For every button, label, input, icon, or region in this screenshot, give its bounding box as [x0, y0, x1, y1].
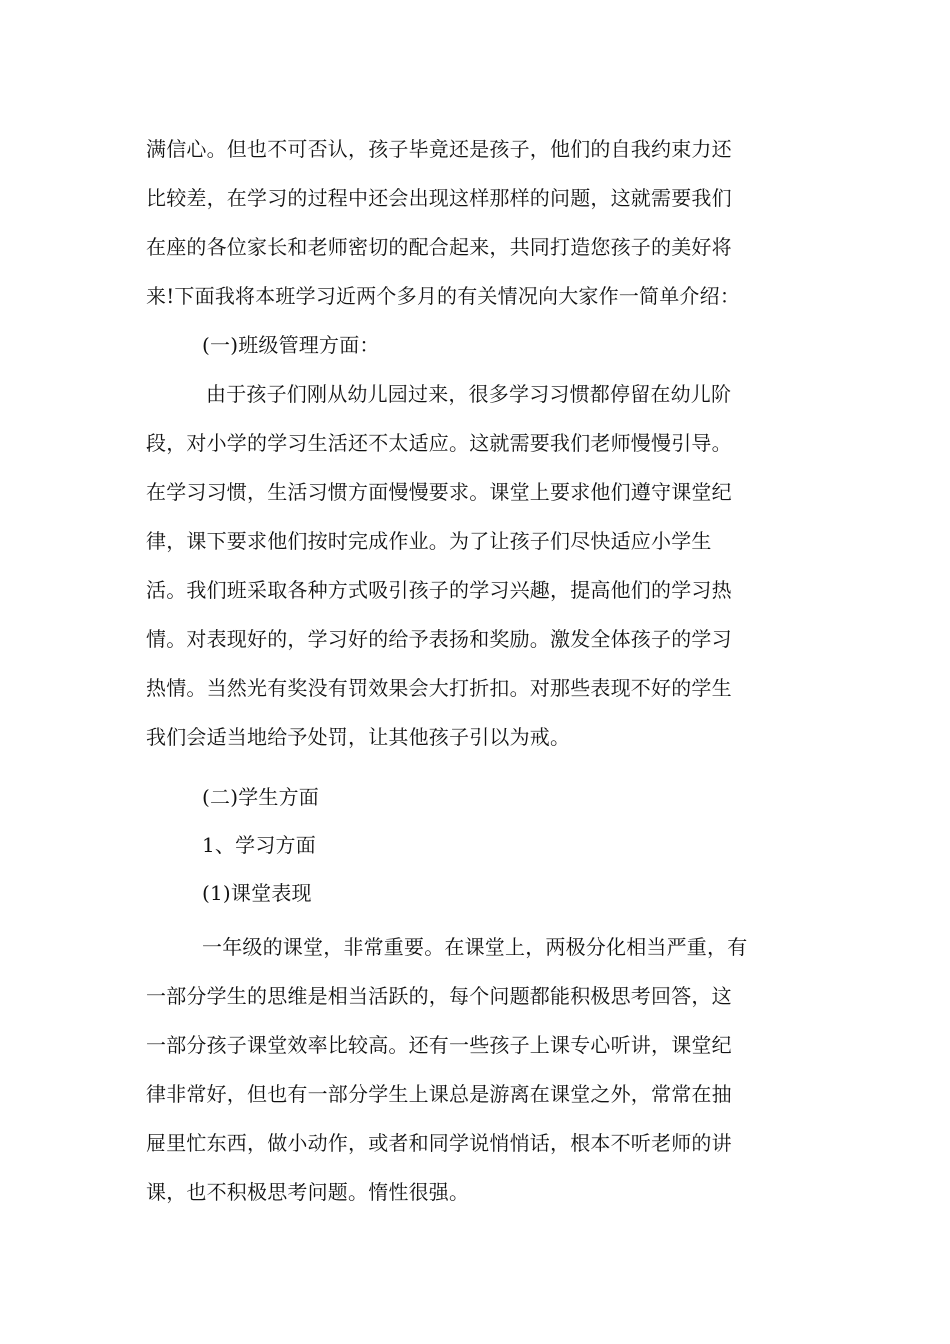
subsection-heading: (1)课堂表现 [202, 881, 312, 905]
subsection-heading: 1、学习方面 [202, 833, 316, 857]
text-line: 在座的各位家长和老师密切的配合起来，共同打造您孩子的美好将 [146, 235, 732, 259]
text-line: 一部分孩子课堂效率比较高。还有一些孩子上课专心听讲，课堂纪 [146, 1033, 732, 1057]
text-line: 一部分学生的思维是相当活跃的，每个问题都能积极思考回答，这 [146, 984, 732, 1008]
text-line: 在学习习惯，生活习惯方面慢慢要求。课堂上要求他们遵守课堂纪 [146, 480, 732, 504]
text-line: 段，对小学的学习生活还不太适应。这就需要我们老师慢慢引导。 [146, 431, 732, 455]
text-line: 满信心。但也不可否认，孩子毕竟还是孩子，他们的自我约束力还 [146, 137, 732, 161]
text-line: 活。我们班采取各种方式吸引孩子的学习兴趣，提高他们的学习热 [146, 578, 732, 602]
text-line: 律非常好，但也有一部分学生上课总是游离在课堂之外，常常在抽 [146, 1082, 732, 1106]
text-line: 来!下面我将本班学习近两个多月的有关情况向大家作一简单介绍： [146, 284, 741, 308]
section-heading: (一)班级管理方面： [202, 333, 380, 357]
text-line: 律，课下要求他们按时完成作业。为了让孩子们尽快适应小学生 [146, 529, 712, 553]
text-line: 情。对表现好的，学习好的给予表扬和奖励。激发全体孩子的学习 [146, 627, 732, 651]
text-line: 我们会适当地给予处罚，让其他孩子引以为戒。 [146, 725, 571, 749]
text-line: 屉里忙东西，做小动作，或者和同学说悄悄话，根本不听老师的讲 [146, 1131, 732, 1155]
section-heading: (二)学生方面 [202, 785, 320, 809]
text-line: 由于孩子们刚从幼儿园过来，很多学习习惯都停留在幼儿阶 [206, 382, 732, 406]
text-line: 热情。当然光有奖没有罚效果会大打折扣。对那些表现不好的学生 [146, 676, 732, 700]
text-line: 一年级的课堂，非常重要。在课堂上，两极分化相当严重，有 [202, 935, 748, 959]
text-line: 比较差，在学习的过程中还会出现这样那样的问题，这就需要我们 [146, 186, 732, 210]
text-line: 课，也不积极思考问题。惰性很强。 [146, 1180, 470, 1204]
